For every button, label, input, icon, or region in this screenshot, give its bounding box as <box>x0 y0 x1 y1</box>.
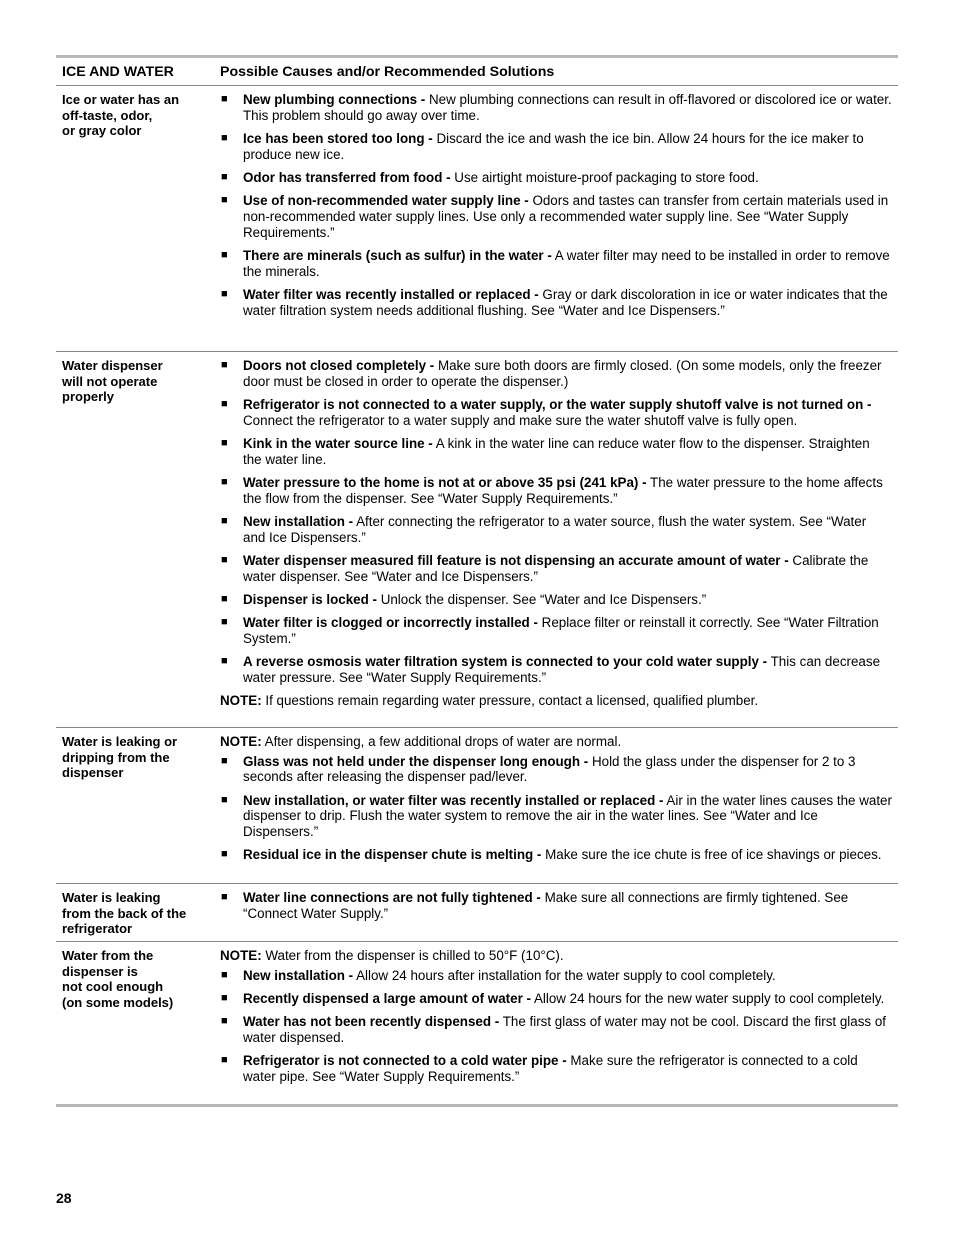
solutions-cell <box>213 86 898 351</box>
note <box>220 948 892 964</box>
solution-item <box>220 968 892 984</box>
solution-heading: Water has not been recently dispensed - <box>243 1014 500 1030</box>
solution-text <box>243 615 892 646</box>
solution-text <box>243 193 892 240</box>
note-text: After dispensing, a few additional drops of water are normal. <box>261 734 622 749</box>
solution-body: A kink in the water line can reduce water flow to the dispenser. Straighten the water line. <box>243 435 870 467</box>
solution-item <box>220 358 892 389</box>
solution-heading: Water filter is clogged or incorrectly installed - <box>243 615 538 631</box>
solution-item <box>220 592 892 608</box>
solution-text <box>243 1053 892 1084</box>
solution-body: Allow 24 hours after installation for the water supply to cool completely. <box>353 967 776 983</box>
solution-item <box>220 92 892 123</box>
square-bullet-icon <box>220 968 243 984</box>
solution-heading: Refrigerator is not connected to a cold water pipe - <box>243 1053 567 1069</box>
solution-item <box>220 1053 892 1084</box>
table-row <box>56 728 898 884</box>
square-bullet-icon <box>220 131 243 162</box>
solution-text <box>243 754 892 785</box>
solution-text <box>243 92 892 123</box>
solution-body: Odors and tastes can transfer from certain materials used in non-recommended water supply lines. Use only a recommended water supply line. See “Water Supply Requirements.” <box>243 193 889 240</box>
solution-heading: Dispenser is locked - <box>243 591 377 607</box>
solution-item <box>220 287 892 318</box>
solution-item <box>220 754 892 785</box>
table-body <box>56 86 898 1104</box>
square-bullet-icon <box>220 358 243 389</box>
solution-body: Make sure the ice chute is free of ice shavings or pieces. <box>541 847 882 863</box>
square-bullet-icon <box>220 92 243 123</box>
solution-body: Hold the glass under the dispenser for 2 to 3 seconds after releasing the dispenser pad/lever. <box>243 753 856 785</box>
solution-heading: New installation - <box>243 967 354 983</box>
square-bullet-icon <box>220 847 243 863</box>
solution-text <box>243 991 892 1007</box>
note <box>220 734 892 750</box>
solution-text <box>243 436 892 467</box>
solution-body: Make sure all connections are firmly tightened. See “Connect Water Supply.” <box>243 890 849 921</box>
solution-heading: Glass was not held under the dispenser long enough - <box>243 753 589 769</box>
solutions-cell <box>213 942 898 1104</box>
solution-text <box>243 968 892 984</box>
square-bullet-icon <box>220 248 243 279</box>
solution-text <box>243 793 892 840</box>
problem-label: Water from the dispenser is not cool enough (on some models) <box>62 948 174 1010</box>
solution-heading: Odor has transferred from food - <box>243 169 451 185</box>
solution-item <box>220 991 892 1007</box>
solution-item <box>220 193 892 240</box>
square-bullet-icon <box>220 890 243 921</box>
solutions-cell <box>213 352 898 727</box>
solution-body: This can decrease water pressure. See “Water Supply Requirements.” <box>243 654 881 685</box>
solution-body: Calibrate the water dispenser. See “Water and Ice Dispensers.” <box>243 552 869 584</box>
solution-heading: Water filter was recently installed or replaced - <box>243 286 539 302</box>
solution-text <box>243 170 892 186</box>
solution-text <box>243 514 892 545</box>
solution-text <box>243 397 892 428</box>
header-solutions: Possible Causes and/or Recommended Solutions <box>220 63 555 80</box>
header-category: ICE AND WATER <box>62 63 174 80</box>
solution-heading: New installation - <box>243 513 354 529</box>
square-bullet-icon <box>220 754 243 785</box>
solution-text <box>243 847 892 863</box>
note-label: NOTE: <box>220 693 262 709</box>
problem-label: Water dispenser will not operate properly <box>62 358 163 404</box>
page-number: 28 <box>56 1190 72 1206</box>
solution-heading: Ice has been stored too long - <box>243 130 433 146</box>
solution-item <box>220 654 892 685</box>
solution-item <box>220 436 892 467</box>
note <box>220 693 892 709</box>
solution-item <box>220 248 892 279</box>
troubleshooting-table <box>56 55 898 1107</box>
note-text: Water from the dispenser is chilled to 50°F (10°C). <box>261 948 564 963</box>
solution-heading: Use of non-recommended water supply line - <box>243 193 529 209</box>
solution-heading: New installation, or water filter was recently installed or replaced - <box>243 792 664 808</box>
solution-body: Make sure the refrigerator is connected to a cold water pipe. See “Water Supply Requirements.” <box>243 1053 858 1084</box>
solution-heading: There are minerals (such as sulfur) in the water - <box>243 247 552 263</box>
solution-text <box>243 131 892 162</box>
solution-item <box>220 890 892 921</box>
table-row <box>56 884 898 942</box>
solution-text <box>243 475 892 506</box>
square-bullet-icon <box>220 475 243 506</box>
solutions-cell <box>213 728 898 883</box>
table-header <box>56 58 898 86</box>
square-bullet-icon <box>220 514 243 545</box>
square-bullet-icon <box>220 615 243 646</box>
square-bullet-icon <box>220 1053 243 1084</box>
note-text: If questions remain regarding water pressure, contact a licensed, qualified plumber. <box>261 693 759 709</box>
solution-item <box>220 615 892 646</box>
solution-body: Replace filter or reinstall it correctly. See “Water Filtration System.” <box>243 615 879 646</box>
square-bullet-icon <box>220 553 243 584</box>
solution-heading: Recently dispensed a large amount of water - <box>243 990 531 1006</box>
solution-text <box>243 287 892 318</box>
square-bullet-icon <box>220 287 243 318</box>
square-bullet-icon <box>220 991 243 1007</box>
solution-body: Unlock the dispenser. See “Water and Ice Dispensers.” <box>376 591 707 607</box>
solution-item <box>220 475 892 506</box>
solution-heading: New plumbing connections - <box>243 92 426 107</box>
bottom-rule <box>56 1104 898 1107</box>
solution-text <box>243 654 892 685</box>
problem-label: Water is leaking from the back of the refrigerator <box>62 890 187 936</box>
problem-label: Ice or water has an off-taste, odor, or gray color <box>62 92 180 138</box>
problem-label: Water is leaking or dripping from the dispenser <box>62 734 178 780</box>
solution-body: A water filter may need to be installed in order to remove the minerals. <box>243 247 890 279</box>
solution-heading: Doors not closed completely - <box>243 358 435 373</box>
solution-item <box>220 397 892 428</box>
solution-heading: Water line connections are not fully tightened - <box>243 890 541 905</box>
note-label: NOTE: <box>220 948 262 963</box>
table-row <box>56 86 898 352</box>
square-bullet-icon <box>220 592 243 608</box>
solution-item <box>220 514 892 545</box>
solution-heading: A reverse osmosis water filtration system is connected to your cold water supply - <box>243 654 768 670</box>
table-row <box>56 352 898 728</box>
solution-body: Allow 24 hours for the new water supply to cool completely. <box>530 990 885 1006</box>
solution-heading: Water pressure to the home is not at or above 35 psi (241 kPa) - <box>243 474 647 490</box>
solution-text <box>243 358 892 389</box>
square-bullet-icon <box>220 397 243 428</box>
solution-body: New plumbing connections can result in off-flavored or discolored ice or water. This problem should go away over time. <box>243 92 892 123</box>
solution-body: Make sure both doors are firmly closed. (On some models, only the freezer door must be closed in order to operate the dispenser.) <box>243 358 882 389</box>
solution-body: Discard the ice and wash the ice bin. Allow 24 hours for the ice maker to produce new ice. <box>243 130 864 162</box>
solution-heading: Refrigerator is not connected to a water supply, or the water supply shutoff valve is not turned on - <box>243 396 872 412</box>
solution-body: The first glass of water may not be cool. Discard the first glass of water dispensed. <box>243 1014 886 1045</box>
square-bullet-icon <box>220 193 243 240</box>
table-row <box>56 942 898 1104</box>
solution-item <box>220 847 892 863</box>
solution-item <box>220 553 892 584</box>
square-bullet-icon <box>220 793 243 840</box>
solution-item <box>220 1014 892 1045</box>
solution-text <box>243 248 892 279</box>
solutions-cell <box>213 884 898 941</box>
note-label: NOTE: <box>220 734 262 749</box>
solution-text <box>243 890 892 921</box>
square-bullet-icon <box>220 654 243 685</box>
solution-text <box>243 592 892 608</box>
solution-body: The water pressure to the home affects the flow from the dispenser. See “Water Supply Requirements.” <box>243 474 883 506</box>
solution-body: Gray or dark discoloration in ice or water indicates that the water filtration system needs additional flushing. See “Water and Ice Dispensers.” <box>243 286 888 318</box>
solution-body: Use airtight moisture-proof packaging to store food. <box>450 169 759 185</box>
solution-item <box>220 793 892 840</box>
solution-text <box>243 553 892 584</box>
solution-item <box>220 170 892 186</box>
solution-item <box>220 131 892 162</box>
solution-heading: Water dispenser measured fill feature is not dispensing an accurate amount of water - <box>243 552 789 568</box>
square-bullet-icon <box>220 436 243 467</box>
solution-body: Air in the water lines causes the water dispenser to drip. Flush the water system to remove the air in the water lines. See “Water and Ice Dispensers.” <box>243 792 892 839</box>
solution-body: After connecting the refrigerator to a water source, flush the water system. See “Water and Ice Dispensers.” <box>243 513 867 545</box>
square-bullet-icon <box>220 1014 243 1045</box>
solution-body: Connect the refrigerator to a water supply and make sure the water shutoff valve is fully open. <box>243 412 798 428</box>
solution-heading: Kink in the water source line - <box>243 435 433 451</box>
square-bullet-icon <box>220 170 243 186</box>
solution-heading: Residual ice in the dispenser chute is melting - <box>243 847 542 863</box>
solution-text <box>243 1014 892 1045</box>
